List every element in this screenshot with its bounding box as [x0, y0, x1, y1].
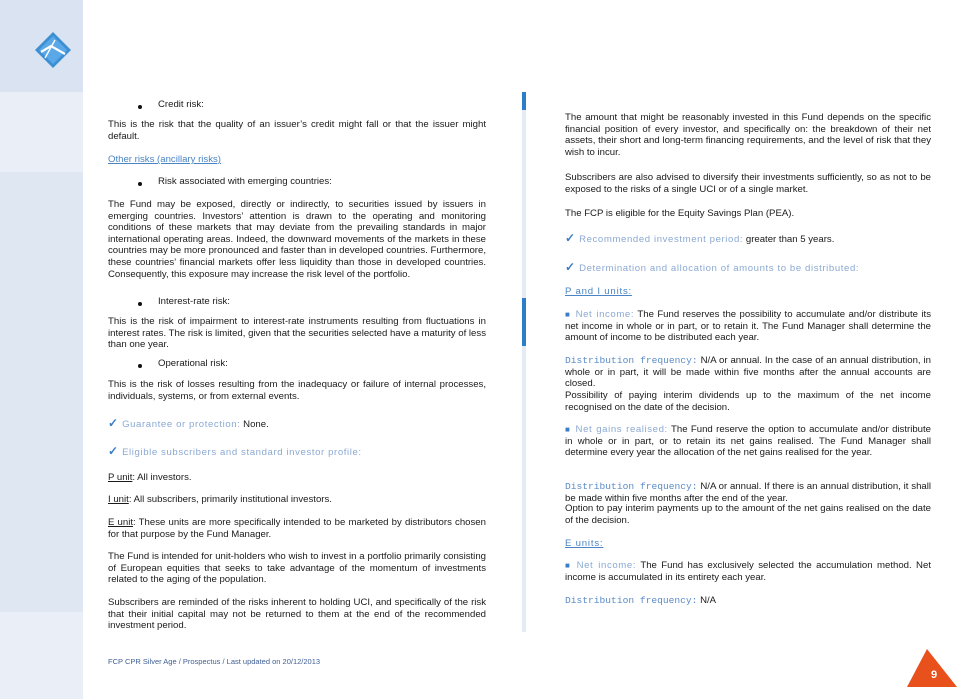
guarantee-value: None. [240, 419, 269, 430]
period-value: greater than 5 years. [743, 234, 835, 245]
operational-risk-text: This is the risk of losses resulting from the inadequacy or failure of internal processes, individuals, systems, or from external events. [108, 379, 486, 402]
guarantee-label: Guarantee or protection: [122, 419, 241, 430]
p-unit-label: P unit [108, 472, 133, 483]
option-text: Option to pay interim payments up to the amount of the net gains realised on the date of the decision. [565, 503, 931, 526]
i-unit-text: : All subscribers, primarily institutional investors. [128, 494, 332, 505]
amount-text: The amount that might be reasonably invested in this Fund depends on the specific financial position of every investor, and specifically on: the breakdown of their net assets, their short and long-term financing requirements, and the level of risk that they wish to incur. [565, 112, 931, 158]
emerging-risk-label: Risk associated with emerging countries: [158, 176, 332, 187]
square-bullet-icon: ■ [565, 425, 571, 434]
e-unit-text: : These units are more specifically intended to be marketed by distributors chosen for that purpose by the Fund Manager. [108, 517, 486, 540]
divider-accent [522, 298, 526, 346]
net-gains-para [565, 424, 931, 459]
bullet-icon [138, 302, 142, 306]
interim-text: Possibility of paying interim dividends up to the maximum of the net income recognised on the date of the decision. [565, 390, 931, 413]
divider-accent [522, 92, 526, 110]
operational-risk-label: Operational risk: [158, 358, 228, 369]
e-unit-line [108, 517, 486, 540]
dist-freq-text: N/A or annual. If there is an annual distribution, it shall be made within five months after the end of the year. [565, 481, 932, 504]
net-gains-text: The Fund reserve the option to accumulate and/or distribute in whole or in part, or to retain its net gains realised. The Fund Manager shall determine every year the allocation of the net gains realised for the year. [565, 424, 932, 459]
i-unit-line [108, 494, 332, 506]
dist-freq-label: Distribution frequency: [565, 481, 698, 492]
determination-line [565, 262, 859, 275]
determination-label: Determination and allocation of amounts to be distributed: [579, 263, 860, 274]
bullet-icon [138, 364, 142, 368]
page-number: 9 [930, 669, 938, 681]
checkmark-icon: ✓ [108, 444, 119, 458]
dist-freq-text: N/A [697, 595, 717, 606]
dist-freq-label: Distribution frequency: [565, 355, 698, 366]
intended-text: The Fund is intended for unit-holders who wish to invest in a portfolio primarily consisting of European equities that seeks to take advantage of the momentum of investments related to the aging of the population. [108, 551, 486, 586]
p-unit-line [108, 472, 192, 484]
e-unit-label: E unit [108, 517, 134, 528]
square-bullet-icon: ■ [565, 310, 571, 319]
diversify-text: Subscribers are also advised to diversify their investments sufficiently, so as not to be exposed to the risks of a single UCI or of a single market. [565, 172, 931, 195]
bullet-icon [138, 182, 142, 186]
page-number-tab [897, 647, 957, 687]
emerging-risk-text: The Fund may be exposed, directly or indirectly, to securities issued by issuers in emerging countries. Investors’ attention is drawn to the operating and monitoring conditions of these markets that may deviate from the prevailing standards in major international operating areas. Indeed, the downward movements of the markets in these countries may be more pronounced and faster than in developed countries. Furthermore, these countries’ financial markets offer less liquidity than those in developed countries. Consequently, this exposure may increase the risk level of the portfolio. [108, 199, 486, 280]
checkmark-icon: ✓ [565, 231, 576, 245]
credit-risk-text: This is the risk that the quality of an issuer’s credit might fall or that the issuer might default. [108, 119, 486, 142]
logo-icon [35, 32, 71, 68]
other-risks-heading: Other risks (ancillary risks) [108, 154, 222, 165]
dist-freq-label: Distribution frequency: [565, 595, 698, 606]
credit-risk-label: Credit risk: [158, 99, 204, 110]
dist-freq-para-2 [565, 481, 931, 504]
period-label: Recommended investment period: [579, 234, 744, 245]
square-bullet-icon: ■ [565, 561, 572, 570]
dist-freq-para-1 [565, 355, 931, 390]
guarantee-line [108, 418, 269, 431]
footer-text: FCP CPR Silver Age / Prospectus / Last updated on 20/12/2013 [108, 657, 321, 666]
net-income-label: Net income: [576, 560, 637, 571]
net-gains-label: Net gains realised: [575, 424, 668, 435]
fcp-text: The FCP is eligible for the Equity Savings Plan (PEA). [565, 208, 795, 219]
dist-freq-text: N/A or annual. In the case of an annual distribution, in whole or in part, it will be made within five months after the annual accounts are closed. [565, 355, 931, 390]
p-unit-text: : All investors. [132, 472, 192, 483]
net-income-text: The Fund reserves the possibility to accumulate and/or distribute its net income in whole or in part, or to retain it. The Fund Manager shall determine the amount of income to be distributed each year. [565, 309, 931, 344]
interest-rate-text: This is the risk of impairment to interest-rate instruments resulting from fluctuations in interest rates. The risk is limited, given that the securities selected have a maturity of less than one year. [108, 316, 486, 351]
net-income-para [565, 309, 931, 344]
checkmark-icon: ✓ [108, 416, 119, 430]
sidebar-band [0, 172, 83, 612]
period-line [565, 233, 834, 246]
dist-freq-para-3 [565, 595, 716, 607]
reminded-text: Subscribers are reminded of the risks inherent to holding UCI, and specifically of the risk that their initial capital may not be returned to them at the end of the recommended investment period. [108, 597, 486, 632]
e-units-heading: E units: [565, 538, 604, 549]
interest-rate-label: Interest-rate risk: [158, 296, 230, 307]
i-unit-label: I unit [108, 494, 129, 505]
eligible-label: Eligible subscribers and standard investor profile: [122, 447, 362, 458]
column-divider [522, 92, 526, 632]
bullet-icon [138, 105, 142, 109]
net-income-label: Net income: [575, 309, 635, 320]
checkmark-icon: ✓ [565, 260, 576, 274]
eligible-line [108, 446, 362, 459]
net-income-text: The Fund has exclusively selected the accumulation method. Net income is accumulated in its entirety each year. [565, 560, 931, 583]
p-i-units-heading: P and I units: [565, 286, 633, 297]
net-income-para-2 [565, 560, 931, 583]
